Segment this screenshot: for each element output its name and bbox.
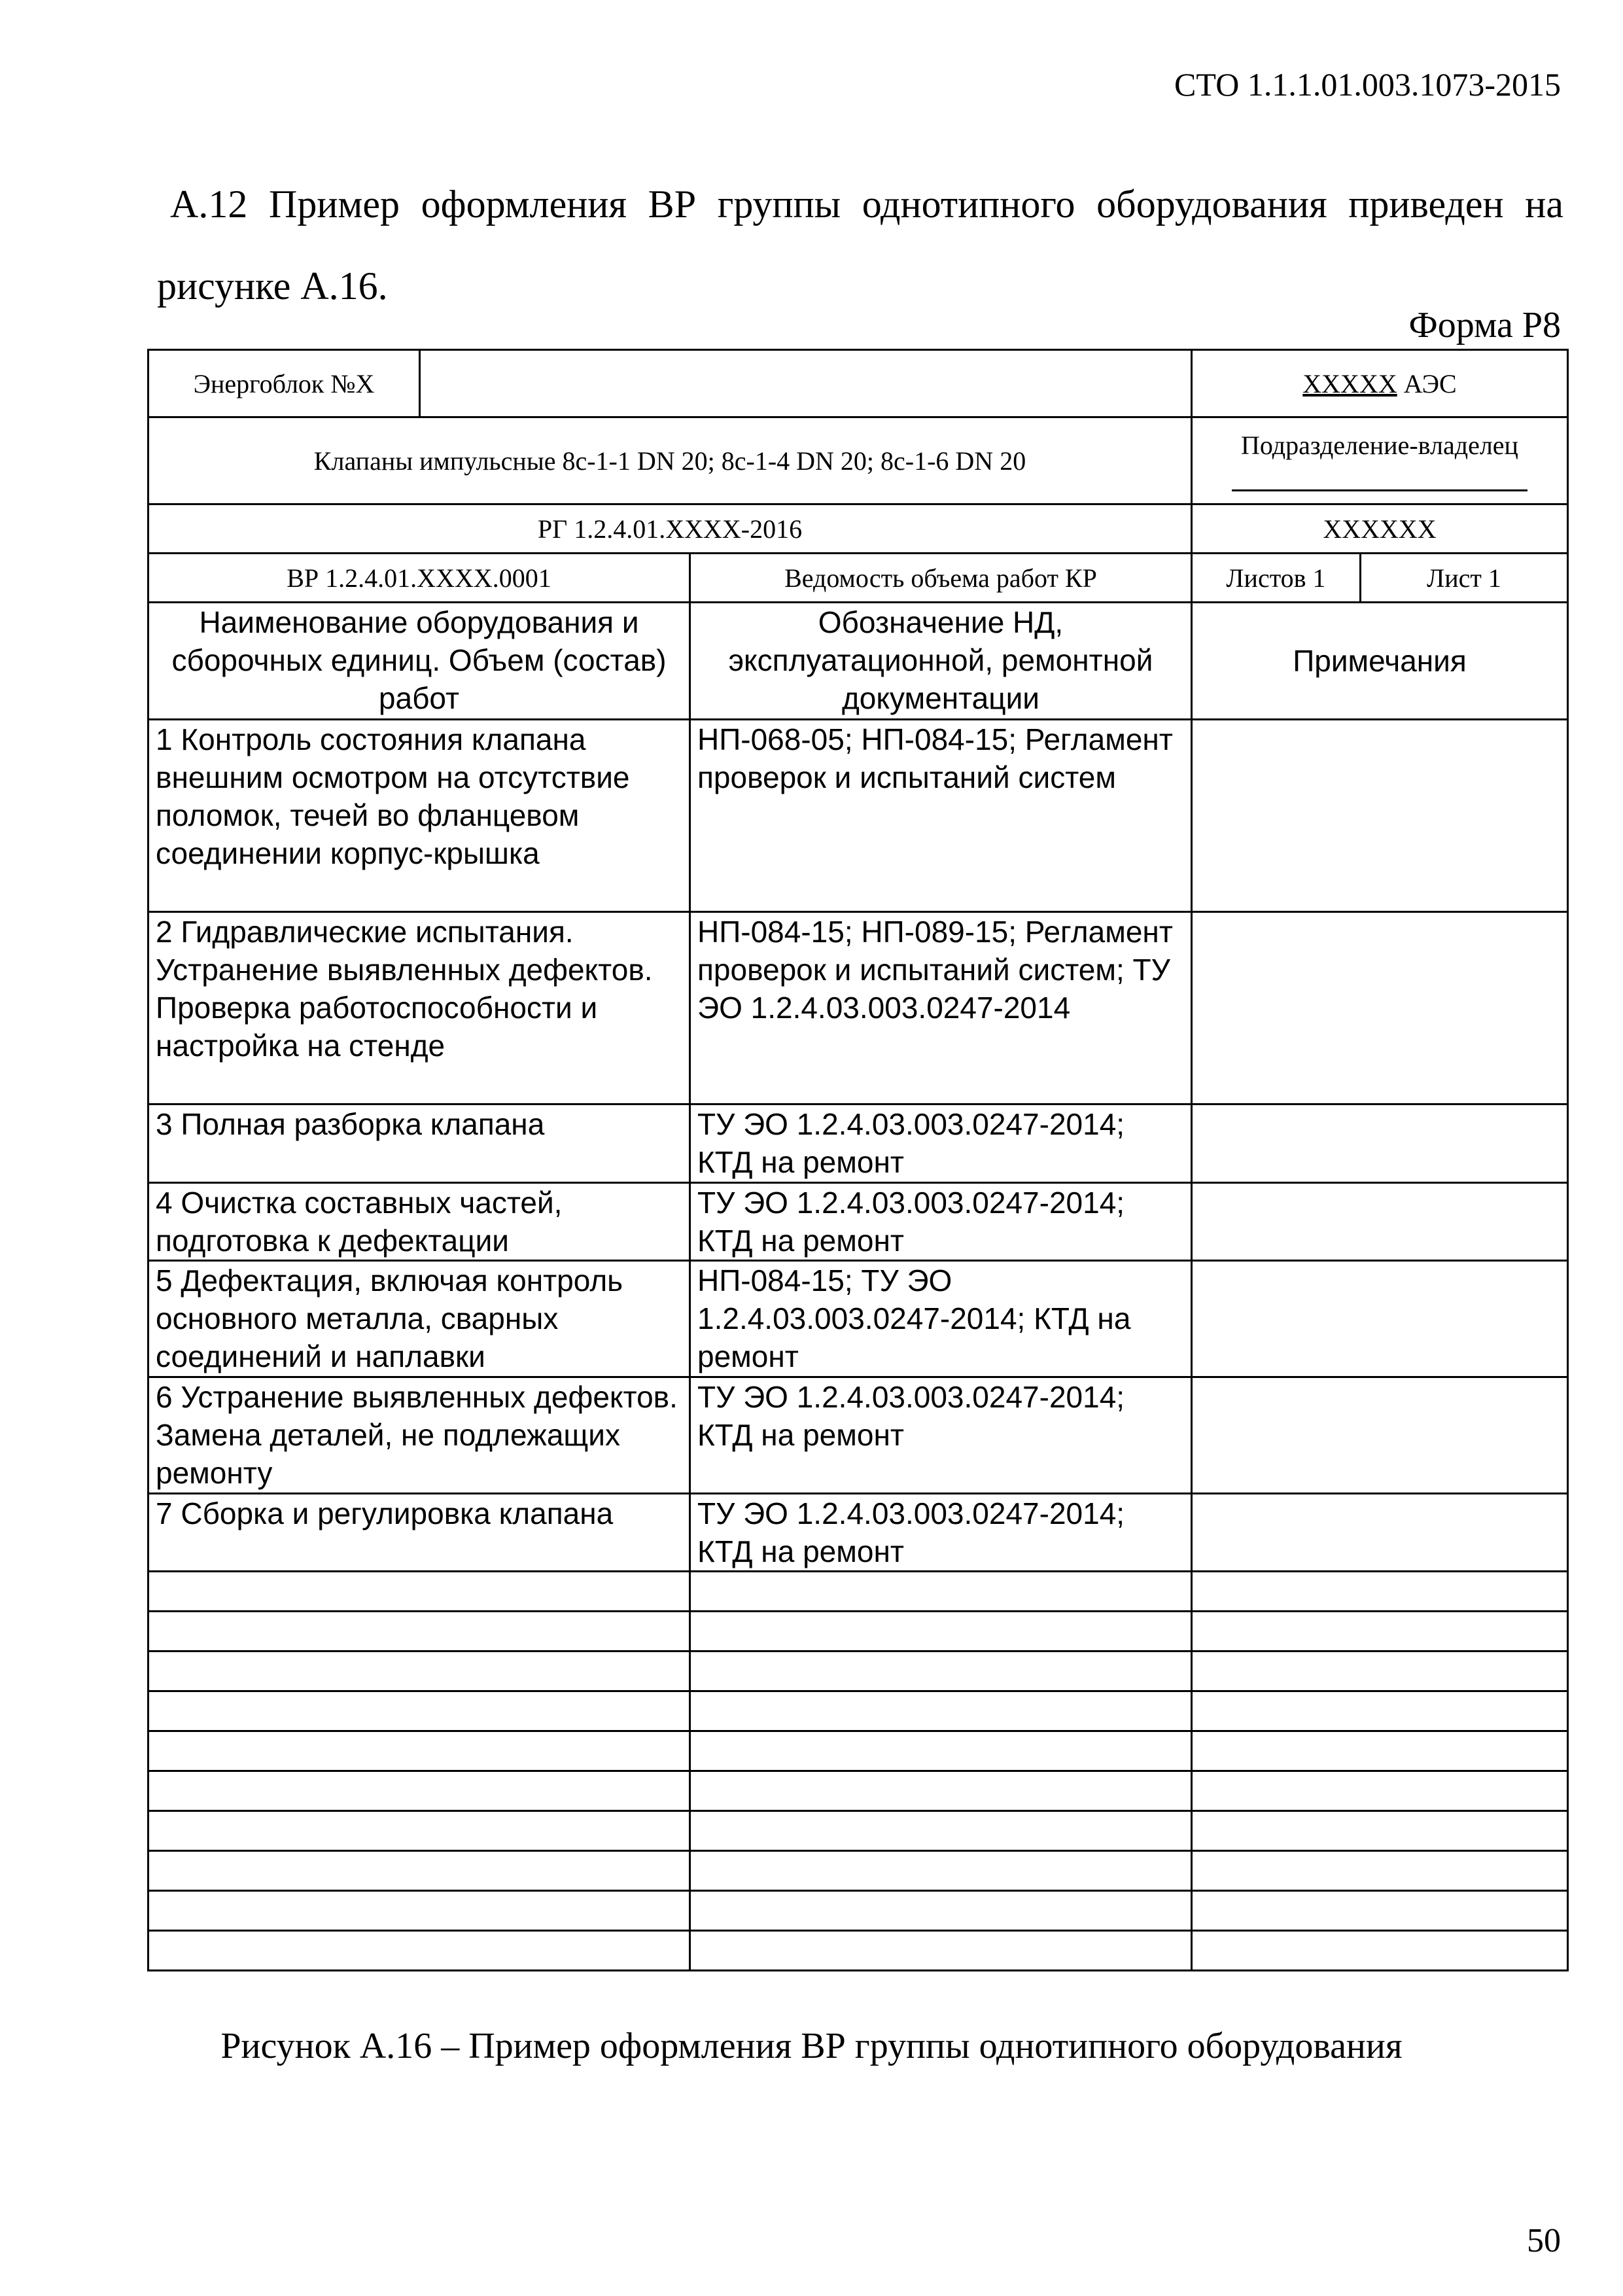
- empty-cell: [1192, 1691, 1568, 1731]
- empty-cell: [1192, 1612, 1568, 1651]
- empty-row: [148, 1691, 1568, 1731]
- empty-cell: [148, 1731, 690, 1771]
- empty-cell: [690, 1572, 1192, 1612]
- work-item-name: 6 Устранение выявленных дефектов. Замена деталей, не подлежащих ремонту: [148, 1377, 690, 1494]
- sheets-count-cell: Листов 1: [1192, 554, 1361, 603]
- unit-cell: Энергоблок №X: [148, 350, 420, 417]
- equipment-cell: Клапаны импульсные 8с-1-1 DN 20; 8с-1-4 DN 20; 8с-1-6 DN 20: [148, 417, 1192, 504]
- rg-cell: РГ 1.2.4.01.XXXX-2016: [148, 504, 1192, 554]
- empty-cell: [148, 1691, 690, 1731]
- empty-cell: [1192, 1651, 1568, 1691]
- work-items-table: [147, 601, 1569, 1971]
- work-item-docs: НП-084-15; ТУ ЭО 1.2.4.03.003.0247-2014; КТД на ремонт: [690, 1261, 1192, 1377]
- empty-row: [148, 1931, 1568, 1971]
- work-item-name: 1 Контроль состояния клапана внешним осмотром на отсутствие поломок, течей во фланцевом соединении корпус-крышка: [148, 720, 690, 912]
- work-item-docs: ТУ ЭО 1.2.4.03.003.0247-2014; КТД на ремонт: [690, 1104, 1192, 1183]
- empty-row: [148, 1731, 1568, 1771]
- work-item-docs: НП-068-05; НП-084-15; Регламент проверок и испытаний систем: [690, 720, 1192, 912]
- form-header-row-1: [147, 349, 1569, 418]
- empty-cell: [690, 1851, 1192, 1891]
- empty-row: [148, 1811, 1568, 1851]
- empty-cell: [1192, 1811, 1568, 1851]
- work-item-name: 5 Дефектация, включая контроль основного металла, сварных соединений и наплавки: [148, 1261, 690, 1377]
- work-item-notes: [1192, 720, 1568, 912]
- empty-row: [148, 1771, 1568, 1811]
- plant-cell: [1192, 350, 1568, 417]
- document-code: СТО 1.1.1.01.003.1073-2015: [1174, 66, 1561, 103]
- empty-cell: [148, 1931, 690, 1971]
- column-header-notes: Примечания: [1192, 603, 1568, 720]
- vr-cell: ВР 1.2.4.01.XXXX.0001: [148, 554, 690, 603]
- empty-row: [148, 1851, 1568, 1891]
- empty-cell: [1192, 1771, 1568, 1811]
- plant-name: XXXXX: [1302, 368, 1397, 398]
- empty-cell: [690, 1891, 1192, 1931]
- empty-cell: [148, 1612, 690, 1651]
- work-item-name: 2 Гидравлические испытания. Устранение выявленных дефектов. Проверка работоспособности и настройка на стенде: [148, 912, 690, 1104]
- empty-cell: [690, 1612, 1192, 1651]
- table-row: [148, 1104, 1568, 1183]
- empty-cell: [690, 1811, 1192, 1851]
- table-row: [148, 912, 1568, 1104]
- statement-cell: Ведомость объема работ КР: [690, 554, 1192, 603]
- work-item-name: 7 Сборка и регулировка клапана: [148, 1494, 690, 1572]
- owner-signature-line: [1232, 489, 1527, 491]
- form-header-row-3: [147, 503, 1569, 554]
- work-item-name: 4 Очистка составных частей, подготовка к дефектации: [148, 1183, 690, 1261]
- work-item-docs: НП-084-15; НП-089-15; Регламент проверок и испытаний систем; ТУ ЭО 1.2.4.03.003.0247-2014: [690, 912, 1192, 1104]
- column-header-name: Наименование оборудования и сборочных единиц. Объем (состав) работ: [148, 603, 690, 720]
- empty-cell: [148, 1771, 690, 1811]
- empty-cell: [1192, 1572, 1568, 1612]
- blank-cell: [420, 350, 1192, 417]
- form-header-row-4: [147, 552, 1569, 603]
- intro-line-1: А.12 Пример оформления ВР группы однотипного оборудования приведен на: [170, 183, 1563, 226]
- owner-label: Подразделение-владелец: [1241, 431, 1518, 460]
- figure-caption: Рисунок А.16 – Пример оформления ВР группы однотипного оборудования: [220, 2026, 1403, 2066]
- work-scope-form: [147, 349, 1567, 1971]
- empty-cell: [1192, 1731, 1568, 1771]
- intro-paragraph: [157, 164, 1563, 327]
- empty-cell: [690, 1691, 1192, 1731]
- empty-cell: [148, 1572, 690, 1612]
- empty-row: [148, 1612, 1568, 1651]
- owner-cell: [1192, 417, 1568, 504]
- work-item-name: 3 Полная разборка клапана: [148, 1104, 690, 1183]
- rg-code-cell: XXXXXX: [1192, 504, 1568, 554]
- work-item-notes: [1192, 1377, 1568, 1494]
- empty-cell: [148, 1651, 690, 1691]
- work-item-notes: [1192, 1261, 1568, 1377]
- work-item-notes: [1192, 912, 1568, 1104]
- empty-row: [148, 1891, 1568, 1931]
- work-item-docs: ТУ ЭО 1.2.4.03.003.0247-2014; КТД на ремонт: [690, 1494, 1192, 1572]
- table-header-row: [148, 603, 1568, 720]
- empty-row: [148, 1572, 1568, 1612]
- table-row: [148, 1183, 1568, 1261]
- page-number: 50: [1527, 2222, 1561, 2259]
- table-row: [148, 1261, 1568, 1377]
- work-item-docs: ТУ ЭО 1.2.4.03.003.0247-2014; КТД на ремонт: [690, 1183, 1192, 1261]
- work-item-notes: [1192, 1104, 1568, 1183]
- column-header-docs: Обозначение НД, эксплуатационной, ремонтной документации: [690, 603, 1192, 720]
- empty-cell: [1192, 1891, 1568, 1931]
- empty-cell: [690, 1931, 1192, 1971]
- empty-cell: [1192, 1931, 1568, 1971]
- work-item-notes: [1192, 1494, 1568, 1572]
- empty-cell: [148, 1811, 690, 1851]
- empty-cell: [690, 1651, 1192, 1691]
- empty-row: [148, 1651, 1568, 1691]
- table-row: [148, 1494, 1568, 1572]
- table-row: [148, 1377, 1568, 1494]
- plant-suffix: АЭС: [1397, 368, 1457, 398]
- empty-cell: [690, 1771, 1192, 1811]
- form-label: Форма Р8: [1408, 305, 1561, 345]
- empty-cell: [148, 1891, 690, 1931]
- form-header-row-2: [147, 416, 1569, 505]
- empty-cell: [148, 1851, 690, 1891]
- table-row: [148, 720, 1568, 912]
- empty-cell: [690, 1731, 1192, 1771]
- work-item-notes: [1192, 1183, 1568, 1261]
- empty-cell: [1192, 1851, 1568, 1891]
- intro-line-2: рисунке А.16.: [157, 264, 388, 308]
- sheet-number-cell: Лист 1: [1361, 554, 1568, 603]
- work-item-docs: ТУ ЭО 1.2.4.03.003.0247-2014; КТД на ремонт: [690, 1377, 1192, 1494]
